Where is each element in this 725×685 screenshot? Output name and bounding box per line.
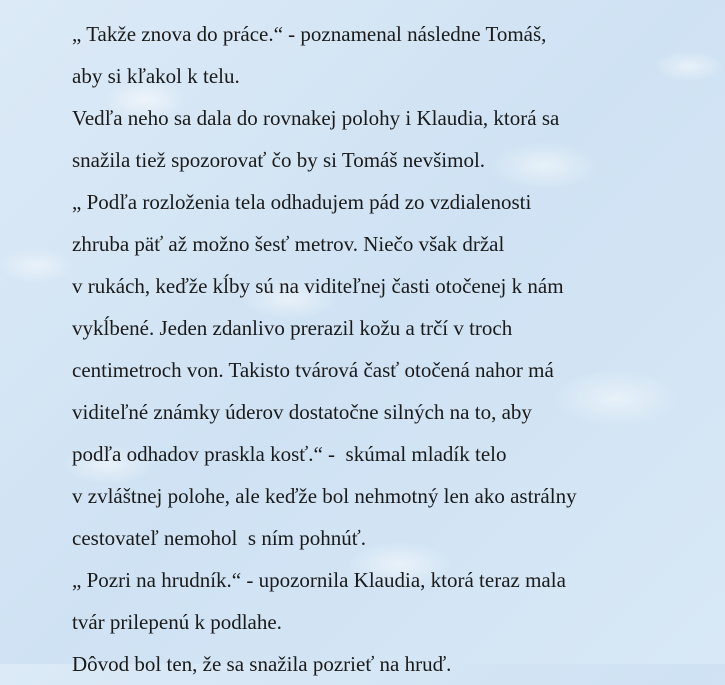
text-line: vykĺbené. Jeden zdanlivo prerazil kožu a trčí v troch	[72, 316, 513, 340]
text-line: centimetroch von. Takisto tvárová časť otočená nahor má	[72, 358, 554, 382]
text-line: „ Takže znova do práce.“ - poznamenal následne Tomáš,	[72, 22, 547, 46]
text-line: „ Pozri na hrudník.“ - upozornila Klaudia, ktorá teraz mala	[72, 568, 566, 592]
text-line: v rukách, keďže kĺby sú na viditeľnej časti otočenej k nám	[72, 274, 564, 298]
text-line: „ Podľa rozloženia tela odhadujem pád zo vzdialenosti	[72, 190, 532, 214]
text-line: aby si kľakol k telu.	[72, 64, 240, 88]
text-line: Dôvod bol ten, že sa snažila pozrieť na hruď.	[72, 652, 452, 676]
story-text	[72, 13, 712, 685]
text-line: zhruba päť až možno šesť metrov. Niečo však držal	[72, 232, 505, 256]
text-line: Vedľa neho sa dala do rovnakej polohy i Klaudia, ktorá sa	[72, 106, 560, 130]
text-line: v zvláštnej polohe, ale keďže bol nehmotný len ako astrálny	[72, 484, 577, 508]
text-line: tvár prilepenú k podlahe.	[72, 610, 282, 634]
text-line: snažila tiež spozorovať čo by si Tomáš nevšimol.	[72, 148, 486, 172]
text-line: cestovateľ nemohol s ním pohnúť.	[72, 526, 366, 550]
text-line: viditeľné známky úderov dostatočne silných na to, aby	[72, 400, 532, 424]
text-line: podľa odhadov praskla kosť.“ - skúmal mladík telo	[72, 442, 507, 466]
